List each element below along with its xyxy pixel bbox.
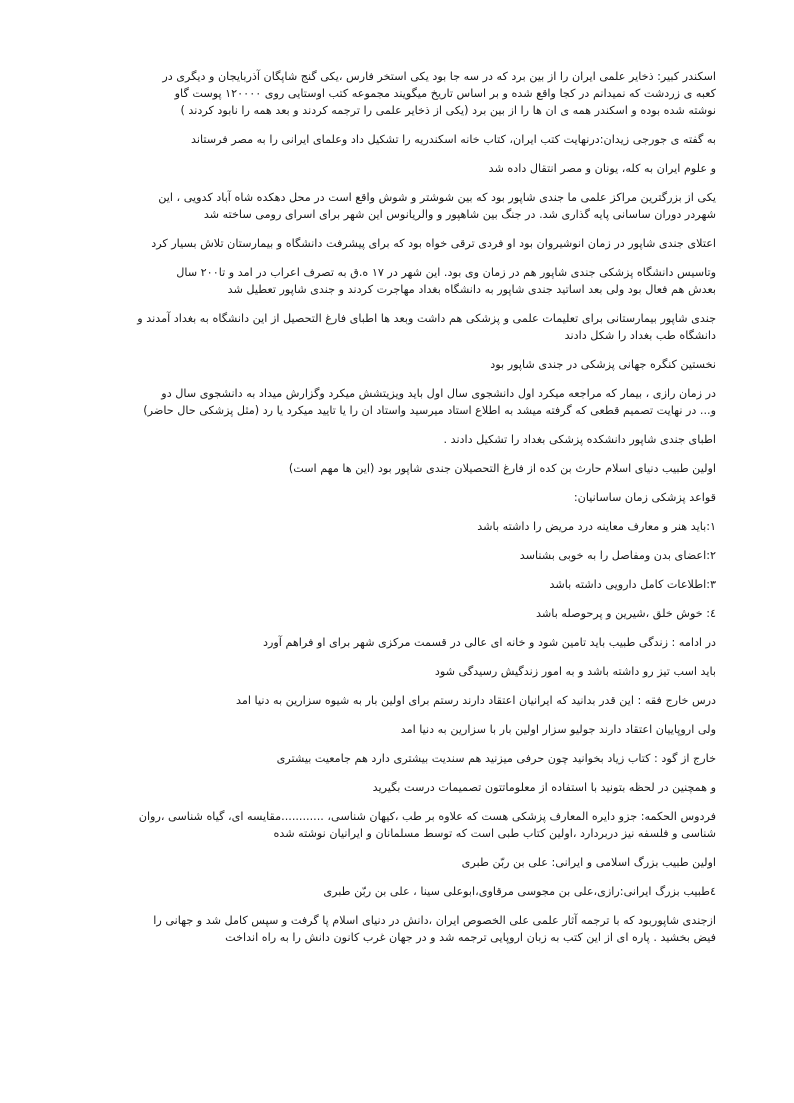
text-line: ۳:اطلاعات کامل دارویی داشته باشد [549,578,716,591]
paragraph [78,547,716,564]
text-line: و علوم ایران به کله، یونان و مصر انتقال داده شد [488,162,716,175]
text-line: کعبه ی زردشت که نمیدانم در کجا واقع شده و بر اساس تاریخ میگویند مجموعه کتب اوستایی روی ۱۲۰۰۰۰ پوست گاو [174,87,716,100]
text-line: قواعد پزشکی زمان ساسانیان: [573,491,716,504]
text-line: ٤طبیب بزرگ ایرانی:رازی،علی بن مجوسی مرقاوی،ابوعلی سینا ، علی بن ربّن طبری [323,885,716,898]
text-line: دانشگاه طب بغداد را شکل دادند [564,329,716,342]
paragraph [78,634,716,651]
text-line: اولین طبیب بزرگ اسلامی و ایرانی: علی بن ربّن طبری [461,856,716,869]
document-page [78,68,716,958]
text-line: اولین طبیب دنیای اسلام حارث بن کده از فارغ التحصیلان جندی شاپور بود (این ها مهم است) [288,462,716,475]
paragraph [78,235,716,252]
text-line: و... در نهایت تصمیم قطعی که گرفته میشد به اطلاع استاد میرسید واستاد ان را یا تایید میکرد یا رد (مثل پزشکی حال حاضر) [143,404,716,417]
text-line: اعتلای جندی شاپور در زمان انوشیروان بود او فردی ترقی خواه بود که برای پیشرفت دانشگاه و بیمارستان تلاش بسیار کرد [151,237,716,250]
paragraph [78,460,716,477]
paragraph [78,385,716,419]
paragraph [78,912,716,946]
text-line: در زمان رازی ، بیمار که مراجعه میکرد اول دانشجوی سال اول باید ویزیتشش میکرد وگزارش میداد به دانشجوی سال دو [161,387,716,400]
text-line: به گفته ی جورجی زیدان:درنهایت کتب ایران، کتاب خانه اسکندریه را تشکیل داد وعلمای ایرانی را به مصر فرستاند [191,133,716,146]
text-line: در ادامه : زندگی طبیب باید تامین شود و خانه ای عالی در قسمت مرکزی شهر برای او فراهم آورد [263,636,716,649]
paragraph [78,808,716,842]
paragraph [78,692,716,709]
paragraph [78,721,716,738]
paragraph [78,310,716,344]
paragraph [78,750,716,767]
text-line: فردوس الحکمه: جزو دایره المعارف پزشکی هست که علاوه بر طب ،کیهان شناسی، ............مقایسه ای، گیاه شناسی ،روان [138,810,716,823]
text-line: شهردر دوران ساسانی پایه گذاری شد. در جنگ بین شاهپور و والریانوس این شهر برای اسرای رومی ساخته شد [203,208,716,221]
text-line: ولی اروپاییان اعتقاد دارند جولیو سزار اولین بار با سزارین به دنیا امد [400,723,716,736]
paragraph [78,854,716,871]
text-line: شناسی و فلسفه نیز دربردارد ،اولین کتاب طبی است که توسط مسلمانان و ایرانیان نوشته شده [273,827,716,840]
text-line: درس خارج فقه : این قدر بدانید که ایرانیان اعتقاد دارند رستم برای اولین بار به شیوه سزارین به دنیا امد [236,694,716,707]
paragraph [78,663,716,680]
paragraph [78,160,716,177]
paragraph [78,131,716,148]
paragraph [78,189,716,223]
paragraph [78,68,716,119]
text-line: و همچنین در لحظه بتونید با استفاده از معلوماتتون تصمیمات درست بگیرید [372,781,716,794]
paragraph [78,883,716,900]
paragraph [78,489,716,506]
text-line: ۲:اعضای بدن ومفاصل را به خوبی بشناسد [519,549,716,562]
text-line: اطبای جندی شاپور دانشکده پزشکی بغداد را تشکیل دادند . [443,433,716,446]
text-line: ٤: خوش خلق ،شیرین و پرحوصله باشد [536,607,716,620]
paragraph [78,779,716,796]
paragraph [78,518,716,535]
paragraph [78,264,716,298]
text-line: جندی شاپور بیمارستانی برای تعلیمات علمی و پزشکی هم داشت وبعد ها اطبای فارغ التحصیل از این دانشگاه به بغداد آمدند و [137,312,716,325]
text-line: ۱:باید هنر و معارف معاینه درد مریض را داشته باشد [477,520,716,533]
paragraph [78,356,716,373]
text-line: باید اسب تیز رو داشته باشد و به امور زندگیش رسیدگی شود [434,665,716,678]
text-line: نوشته شده بوده و اسکندر همه ی ان ها را از بین برد (یکی از ذخایر علمی را ترجمه کردند و بعد همه را نابود کردند ) [180,104,716,117]
paragraph [78,605,716,622]
text-line: ازجندی شاپوربود که با ترجمه آثار علمی علی الخصوص ایران ،دانش در دنیای اسلام پا گرفت و سپس کامل شد و جهانی را [153,914,716,927]
text-line: وتاسیس دانشگاه پزشکی جندی شاپور هم در زمان وی بود. این شهر در ۱۷ ه.ق به تصرف اعراب در امد و تا۲۰۰ سال [176,266,716,279]
text-line: فیض بخشید . پاره ای از این کتب به زبان اروپایی ترجمه شد و در جهان غرب کانون دانش را به راه انداخت [225,931,716,944]
text-line: بعدش هم فعال بود ولی بعد اساتید جندی شاپور به دانشگاه بغداد مهاجرت کردند و جندی شاپور تعطیل شد [227,283,716,296]
paragraph [78,431,716,448]
text-line: خارج از گود : کتاب زیاد بخوانید چون حرفی میزنید هم سندیت بیشتری دارد هم جامعیت بیشتری [276,752,716,765]
text-line: اسکندر کبیر: ذخایر علمی ایران را از بین برد که در سه جا بود یکی استخر فارس ،یکی گنج شاپگان آذربایجان و دیگری در [162,70,716,83]
paragraph [78,576,716,593]
text-line: یکی از بزرگترین مراکز علمی ما جندی شاپور بود که بین شوشتر و شوش واقع است در محل دهکده شاه آباد کدویی ، این [158,191,716,204]
text-line: نخستین کنگره جهانی پزشکی در جندی شاپور بود [490,358,716,371]
